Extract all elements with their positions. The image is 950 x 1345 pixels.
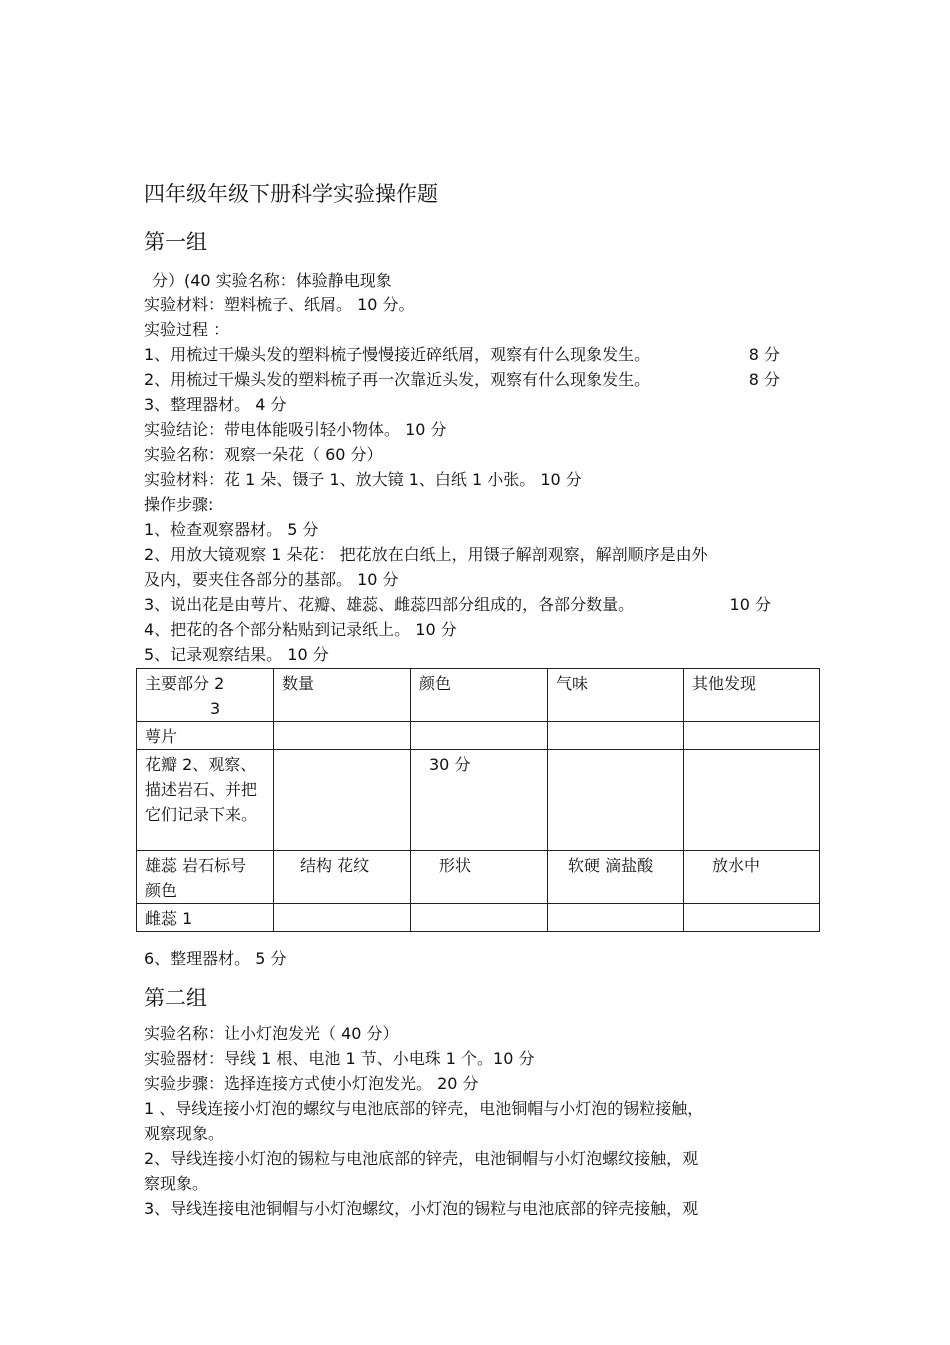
g1-line-7: 实验名称：观察一朵花（ 60 分）: [144, 445, 383, 464]
table-cell: 颜色: [411, 669, 548, 722]
g1-line-8: 实验材料：花 1 朵、镊子 1、放大镜 1、白纸 1 小张。 10 分: [144, 470, 582, 489]
g1-line-13-score: 10 分: [729, 595, 771, 614]
table-cell: 花瓣 2、观察、描述岩石、并把它们记录下来。: [137, 750, 274, 851]
g2-line-4: 观察现象。: [144, 1124, 225, 1143]
table-cell: [411, 904, 548, 932]
table-cell: 雄蕊 岩石标号 颜色: [137, 851, 274, 904]
table-cell: [274, 904, 411, 932]
table-cell: 结构 花纹: [274, 851, 411, 904]
table-cell: 气味: [548, 669, 684, 722]
table-cell: [548, 904, 684, 932]
g2-line-6: 察现象。: [144, 1174, 209, 1193]
table-cell: 其他发现: [684, 669, 820, 722]
table-cell-text: 主要部分 2: [145, 674, 225, 693]
table-row: [137, 722, 820, 750]
group2-heading: 第二组: [144, 986, 207, 1010]
g1-line-15: 5、记录观察结果。 10 分: [144, 645, 329, 664]
page-title: 四年级年级下册科学实验操作题: [144, 182, 438, 206]
g1-after-table: 6、整理器材。 5 分: [144, 949, 287, 968]
table-cell: 数量: [274, 669, 411, 722]
table-row: [137, 904, 820, 932]
g2-line-2: 实验步骤：选择连接方式使小灯泡发光。 20 分: [144, 1074, 479, 1093]
g2-line-1: 实验器材：导线 1 根、电池 1 节、小电珠 1 个。10 分: [144, 1049, 535, 1068]
g1-line-6: 实验结论：带电体能吸引轻小物体。 10 分: [144, 420, 447, 439]
g1-line-3: [144, 344, 780, 366]
table-cell: 30 分: [411, 750, 548, 851]
g1-line-4-score: 8 分: [748, 370, 780, 389]
g1-line-0: 分）(40 实验名称：体验静电现象: [152, 271, 392, 290]
g1-line-4-text: 2、用梳过干燥头发的塑料梳子再一次靠近头发，观察有什么现象发生。: [144, 370, 651, 389]
table-cell: [411, 722, 548, 750]
table-cell: 放水中: [684, 851, 820, 904]
table-cell: 雌蕊 1: [137, 904, 274, 932]
g2-line-7: 3、导线连接电池铜帽与小灯泡螺纹，小灯泡的锡粒与电池底部的锌壳接触，观: [144, 1199, 699, 1218]
g1-line-12: 及内，要夹住各部分的基部。 10 分: [144, 570, 399, 589]
table-cell: [274, 722, 411, 750]
g1-line-2: 实验过程 ：: [144, 320, 230, 339]
table-cell: [137, 669, 274, 722]
g1-line-1: 实验材料：塑料梳子、纸屑。 10 分。: [144, 295, 415, 314]
table-row: [137, 750, 820, 851]
g1-line-9: 操作步骤:: [144, 495, 214, 514]
g1-line-11: 2、用放大镜观察 1 朵花： 把花放在白纸上，用镊子解剖观察，解剖顺序是由外: [144, 545, 708, 564]
g2-line-3: 1 、导线连接小灯泡的螺纹与电池底部的锌壳，电池铜帽与小灯泡的锡粒接触，: [144, 1099, 704, 1118]
g1-line-10: 1、检查观察器材。 5 分: [144, 520, 319, 539]
table-row: [137, 669, 820, 722]
g1-line-5: 3、整理器材。 4 分: [144, 395, 287, 414]
table-cell: 形状: [411, 851, 548, 904]
table-cell: [548, 722, 684, 750]
table-cell: [274, 750, 411, 851]
observation-table: [136, 668, 820, 932]
table-cell: [684, 750, 820, 851]
g1-line-13: [144, 594, 771, 616]
g2-line-5: 2、导线连接小灯泡的锡粒与电池底部的锌壳，电池铜帽与小灯泡螺纹接触，观: [144, 1149, 699, 1168]
table-row: [137, 851, 820, 904]
g1-line-14: 4、把花的各个部分粘贴到记录纸上。 10 分: [144, 620, 457, 639]
g2-line-0: 实验名称：让小灯泡发光（ 40 分）: [144, 1024, 399, 1043]
g1-line-3-text: 1、用梳过干燥头发的塑料梳子慢慢接近碎纸屑，观察有什么现象发生。: [144, 345, 651, 364]
g1-line-13-text: 3、说出花是由萼片、花瓣、雄蕊、雌蕊四部分组成的，各部分数量。: [144, 595, 635, 614]
table-cell-subtext: 3: [210, 699, 221, 718]
table-cell: 软硬 滴盐酸: [548, 851, 684, 904]
g1-line-4: [144, 369, 780, 391]
group1-heading: 第一组: [144, 230, 207, 254]
table-cell: [684, 722, 820, 750]
table-cell: [684, 904, 820, 932]
table-cell: 萼片: [137, 722, 274, 750]
table-cell: [548, 750, 684, 851]
g1-line-3-score: 8 分: [748, 345, 780, 364]
